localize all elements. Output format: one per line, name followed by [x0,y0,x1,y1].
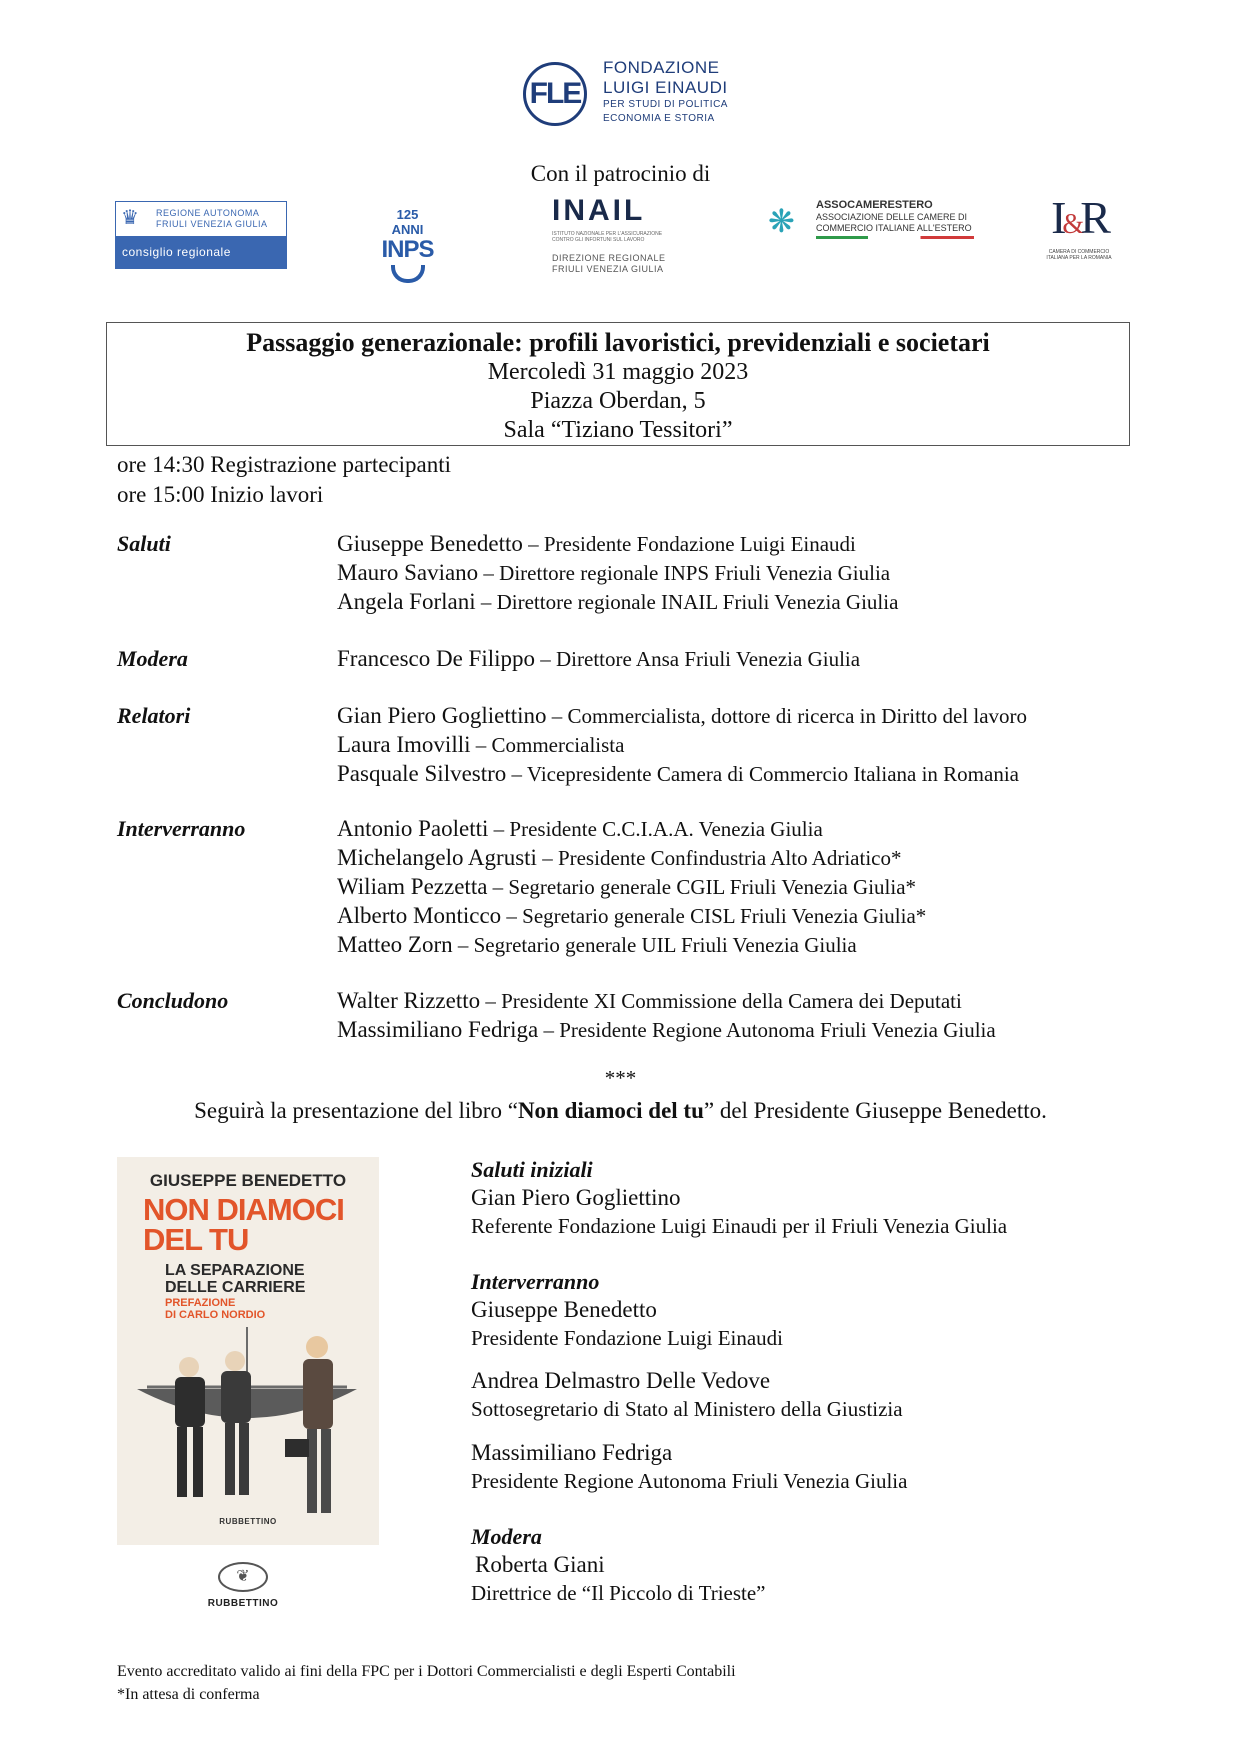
speaker-name: Antonio Paoletti [337,816,489,841]
speaker-name: Giuseppe Benedetto [337,531,523,556]
book-preface-line1: PREFAZIONE [165,1297,236,1309]
speaker-row [337,701,1027,733]
fle-line4: ECONOMIA E STORIA [603,113,715,124]
speaker-name: Francesco De Filippo [337,646,536,671]
speaker-name: Mauro Saviano [337,560,479,585]
speaker-role: – Segretario generale UIL Friuli Venezia Giulia [452,933,857,957]
speaker-role: – Segretario generale CISL Friuli Venezia Giulia* [501,904,927,928]
inps-mark-icon [391,265,425,283]
ccir-mono-left: I [1051,192,1063,243]
fle-line3: PER STUDI DI POLITICA [603,99,728,110]
speaker-role: – Commercialista [470,733,625,757]
presenter-name: Giuseppe Benedetto [471,1297,657,1322]
book-presentation-announcement [0,1098,1241,1124]
speaker-role: – Presidente XI Commissione della Camera dei Deputati [480,989,962,1013]
fle-line1: FONDAZIONE [603,58,720,77]
rubbettino-seal-icon: ❦ [218,1562,268,1592]
section-label-interverranno: Interverranno [117,816,246,841]
book-subtitle-line2: DELLE CARRIERE [165,1279,306,1296]
ccir-tiny1: CAMERA DI COMMERCIO [1048,249,1110,255]
schedule-registration: ore 14:30 Registrazione partecipanti [117,452,452,477]
presenter-role: Presidente Regione Autonoma Friuli Venezia Giulia [471,1469,908,1493]
speaker-name: Massimiliano Fedriga [337,1017,539,1042]
fle-monogram: FLE [523,62,587,126]
inail-dir-line2: FRIULI VENEZIA GIULIA [552,264,664,274]
presenter-name: Gian Piero Gogliettino [471,1185,681,1210]
speaker-row [337,558,890,590]
ccir-tiny2: ITALIANA PER LA ROMANIA [1046,255,1112,261]
speaker-row [337,730,624,762]
accreditation-note: Evento accreditato valido ai fini della FPC per i Dottori Commercialisti e degli Esperti Contabili [117,1663,736,1680]
fvg-bottom-label: consiglio regionale [116,236,286,268]
speaker-name: Matteo Zorn [337,932,453,957]
inail-dir-line1: DIREZIONE REGIONALE [552,253,666,263]
speaker-row [337,872,916,904]
book-subtitle [165,1262,305,1296]
speaker-role: – Direttore regionale INPS Friuli Venezia Giulia [478,561,891,585]
section-label-modera-presentation: Modera [471,1524,542,1549]
consiglio-regionale-fvg-logo [115,201,287,269]
event-title: Passaggio generazionale: profili lavoristici, previdenziali e societari [246,328,990,357]
event-address: Piazza Oberdan, 5 [530,388,706,414]
book-cover [117,1157,379,1545]
section-label-modera: Modera [117,646,188,671]
presenter-role: Direttrice de “Il Piccolo di Trieste” [471,1581,766,1605]
speaker-role: – Vicepresidente Camera di Commercio Italiana in Romania [506,762,1019,786]
camera-commercio-romania-logo [1039,194,1119,264]
speaker-role: – Direttore regionale INAIL Friuli Venezia Giulia [475,590,899,614]
inail-direzione [552,253,682,275]
schedule-start: ore 15:00 Inizio lavori [117,482,324,507]
speaker-role: – Presidente Confindustria Alto Adriatico* [536,846,902,870]
inail-tiny-text: ISTITUTO NAZIONALE PER L'ASSICURAZIONE CONTRO GLI INFORTUNI SUL LAVORO [552,231,663,243]
book-publisher: RUBBETTINO [219,1517,277,1526]
event-date: Mercoledì 31 maggio 2023 [487,359,749,385]
followup-after: ” del Presidente Giuseppe Benedetto. [703,1098,1047,1123]
patrocinio-heading: Con il patrocinio di [530,161,711,186]
presenter-name: Roberta Giani [475,1552,605,1577]
book-subtitle-line1: LA SEPARAZIONE [165,1262,305,1279]
presenter-name: Andrea Delmastro Delle Vedove [471,1368,771,1393]
rubbettino-name: RUBBETTINO [207,1598,279,1609]
speaker-role: – Presidente Fondazione Luigi Einaudi [522,532,856,556]
presenter-role: Referente Fondazione Luigi Einaudi per il Friuli Venezia Giulia [471,1214,1008,1238]
section-label-relatori: Relatori [117,703,191,728]
separator-stars: *** [604,1066,637,1090]
speaker-row [337,529,856,561]
section-label-interverranno-presentation: Interverranno [471,1269,600,1294]
presenter-role: Sottosegretario di Stato al Ministero della Giustizia [471,1397,903,1421]
assoc-dots-icon: ❋ [768,203,795,239]
fondazione-einaudi-logo [523,58,753,138]
speaker-name: Laura Imovilli [337,732,471,757]
fvg-line2: FRIULI VENEZIA GIULIA [156,219,268,229]
rubbettino-logo [188,1562,298,1622]
speaker-name: Angela Forlani [337,589,476,614]
followup-before: Seguirà la presentazione del libro “ [194,1098,518,1123]
speaker-role: – Commercialista, dottore di ricerca in Diritto del lavoro [546,704,1028,728]
speaker-name: Pasquale Silvestro [337,761,507,786]
inps-name: INPS [381,236,434,263]
speaker-role: – Presidente C.C.I.A.A. Venezia Giulia [488,817,823,841]
event-title-box [106,322,1130,446]
speaker-name: Michelangelo Agrusti [337,845,537,870]
book-author: GIUSEPPE BENEDETTO [149,1171,347,1190]
book-preface-line2: DI CARLO NORDIO [165,1309,266,1321]
book-preface [165,1297,265,1321]
fle-logo-text [603,58,728,126]
fvg-line1: REGIONE AUTONOMA [156,208,260,218]
followup-book-title: Non diamoci del tu [517,1098,704,1123]
inps-logo [380,207,435,282]
section-label-concludono: Concludono [117,988,229,1013]
speaker-row [337,843,901,875]
speaker-row [337,759,1019,791]
inail-logo [552,195,682,285]
speaker-row [337,901,926,933]
speaker-role: – Segretario generale CGIL Friuli Venezia Giulia* [487,875,917,899]
presenter-name: Massimiliano Fedriga [471,1440,673,1465]
speaker-row [337,587,898,619]
speaker-role: – Direttore Ansa Friuli Venezia Giulia [535,647,861,671]
ccir-mono-right: R [1080,192,1107,243]
confirmation-note: *In attesa di conferma [117,1686,260,1703]
presenter-role: Presidente Fondazione Luigi Einaudi [471,1326,784,1350]
inail-name: INAIL [552,194,646,227]
speaker-row [337,644,860,676]
book-title-line2: DEL TU [143,1222,249,1257]
inps-years: 125 ANNI [391,207,424,237]
speaker-row [337,930,857,962]
eagle-icon: ♛ [121,207,139,229]
ccir-monogram [1039,194,1119,249]
ccir-mono-amp: & [1062,209,1081,240]
speaker-role: – Presidente Regione Autonoma Friuli Venezia Giulia [538,1018,996,1042]
book-title-line1: NON DIAMOCI [143,1192,344,1227]
assoc-line3: COMMERCIO ITALIANE ALL'ESTERO [816,223,972,233]
italian-flag-stripe [816,236,974,239]
event-room: Sala “Tiziano Tessitori” [503,417,733,443]
section-label-saluti: Saluti [117,531,171,556]
assocamerestero-logo [768,199,983,241]
speaker-row [337,1015,996,1047]
speaker-name: Wiliam Pezzetta [337,874,488,899]
speaker-name: Walter Rizzetto [337,988,481,1013]
speaker-name: Gian Piero Gogliettino [337,703,547,728]
speaker-name: Alberto Monticco [337,903,502,928]
book-title [143,1192,344,1257]
assoc-line1: ASSOCAMERESTERO [816,199,933,211]
book-illustration [117,1327,379,1517]
section-label-saluti-iniziali: Saluti iniziali [471,1157,593,1182]
assoc-line2: ASSOCIAZIONE DELLE CAMERE DI [816,212,968,222]
speaker-row [337,814,823,846]
speaker-row [337,986,962,1018]
fle-line2: LUIGI EINAUDI [603,78,728,97]
